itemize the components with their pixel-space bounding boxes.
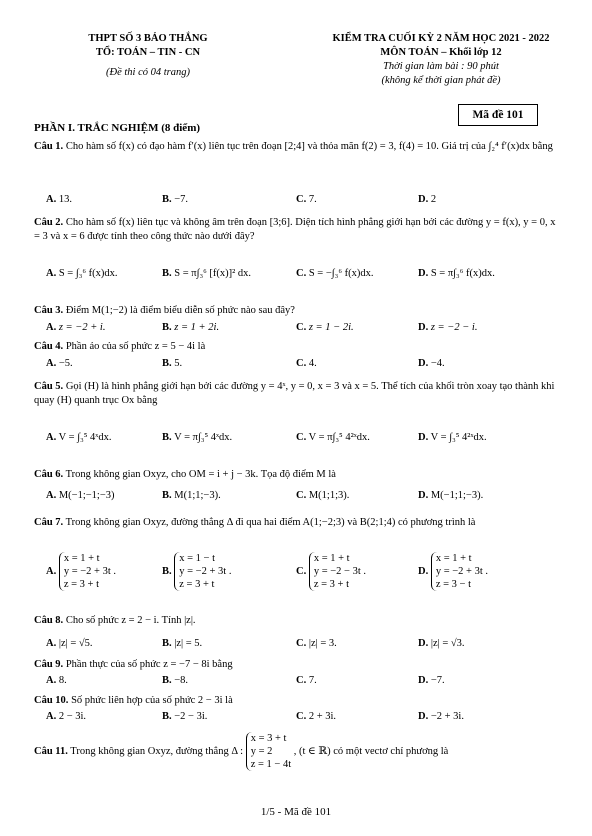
- question-5-options: [46, 432, 566, 448]
- option-b[interactable]: B. x = 1 − t y = −2 + 3t . z = 3 + t: [162, 553, 232, 590]
- question-1-options: [46, 194, 566, 210]
- option-c[interactable]: C. S = −∫₃⁶ f(x)dx.: [296, 268, 374, 279]
- option-d[interactable]: D. −4.: [418, 358, 445, 369]
- option-c[interactable]: C. 4.: [296, 358, 317, 369]
- option-a[interactable]: A. V = ∫₃⁵ 4ˣdx.: [46, 432, 112, 443]
- question-8-options: [46, 638, 566, 654]
- option-d[interactable]: D. M(−1;1;−3).: [418, 490, 484, 501]
- question-6: Câu 6. Trong không gian Oxyz, cho OM = i + j − 3k. Tọa độ điểm M là: [34, 469, 336, 480]
- question-5: Câu 5. Gọi (H) là hình phẳng giới hạn bởi các đường y = 4ˣ, y = 0, x = 3 và x = 5. Thể tích của khối tròn xoay tạo thành khi quay (H) quanh trục Ox bằng: [34, 381, 555, 406]
- option-c[interactable]: C. 7.: [296, 194, 317, 205]
- option-b[interactable]: B. −7.: [162, 194, 189, 205]
- option-c[interactable]: C. z = 1 − 2i.: [296, 322, 354, 333]
- question-10-options: [46, 711, 566, 727]
- question-4-options: [46, 358, 566, 374]
- option-a[interactable]: A. z = −2 + i.: [46, 322, 106, 333]
- department: TỔ: TOÁN – TIN - CN: [95, 47, 201, 58]
- option-b[interactable]: B. M(1;1;−3).: [162, 490, 221, 501]
- exam-code-box: Mã đề 101: [458, 104, 538, 126]
- question-2: Câu 2. Cho hàm số f(x) liên tục và không âm trên đoạn [3;6]. Diện tích hình phẳng giới hạn bởi các đường y = f(x), y = 0, x = 3 và x = 6 được tính theo công thức nào dưới đây?: [34, 217, 556, 242]
- header-right: [300, 32, 582, 88]
- question-text: Trong không gian Oxyz, cho OM = i + j − 3k. Tọa độ điểm M là: [65, 469, 336, 480]
- page-footer: 1/5 - Mã đề 101: [260, 806, 332, 818]
- option-b[interactable]: B. −8.: [162, 675, 189, 686]
- option-b[interactable]: B. −2 − 3i.: [162, 711, 208, 722]
- question-11: Câu 11. Trong không gian Oxyz, đường thẳng Δ : x = 3 + t y = 2 z = 1 − 4t , (t ∈ ℝ) có một vectơ chỉ phương là: [34, 733, 449, 770]
- option-b[interactable]: B. z = 1 + 2i.: [162, 322, 220, 333]
- question-text: Phần thực của số phức z = −7 − 8i bằng: [65, 659, 233, 670]
- option-d[interactable]: D. −2 + 3i.: [418, 711, 464, 722]
- option-a[interactable]: A. M(−1;−1;−3): [46, 490, 115, 501]
- question-8: Câu 8. Cho số phức z = 2 − i. Tính |z|.: [34, 615, 196, 626]
- time-limit: Thời gian làm bài : 90 phút: [383, 61, 499, 72]
- question-text: Số phức liên hợp của số phức 2 − 3i là: [71, 695, 233, 706]
- question-2-options: [46, 268, 566, 284]
- option-d[interactable]: D. S = π∫₃⁶ f(x)dx.: [418, 268, 495, 279]
- option-d[interactable]: D. |z| = √3.: [418, 638, 465, 649]
- option-a[interactable]: A. |z| = √5.: [46, 638, 93, 649]
- question-text: Cho số phức z = 2 − i. Tính |z|.: [65, 615, 196, 626]
- option-d[interactable]: D. V = ∫₃⁵ 4²ˣdx.: [418, 432, 487, 443]
- option-a[interactable]: A. 8.: [46, 675, 67, 686]
- option-a[interactable]: A. S = ∫₃⁶ f(x)dx.: [46, 268, 118, 279]
- question-text: Phần ảo của số phức z = 5 − 4i là: [65, 341, 206, 352]
- pages-note: (Đề thi có 04 trang): [106, 67, 190, 78]
- school-name: THPT SỐ 3 BẢO THẮNG: [88, 33, 208, 44]
- option-a[interactable]: A. −5.: [46, 358, 73, 369]
- time-note: (không kể thời gian phát đề): [381, 75, 501, 86]
- option-a[interactable]: A. 13.: [46, 194, 72, 205]
- question-7-options: [46, 552, 566, 604]
- option-c[interactable]: C. M(1;1;3).: [296, 490, 350, 501]
- question-9-options: [46, 675, 566, 691]
- header-left: [58, 32, 238, 80]
- option-c[interactable]: C. 2 + 3i.: [296, 711, 337, 722]
- option-b[interactable]: B. S = π∫₃⁶ [f(x)]² dx.: [162, 268, 252, 279]
- option-c[interactable]: C. V = π∫₃⁵ 4²ˣdx.: [296, 432, 370, 443]
- question-text: Trong không gian Oxyz, đường thẳng Δ đi qua hai điểm A(1;−2;3) và B(2;1;4) có phương trình là: [65, 517, 476, 528]
- equation-system: x = 1 − t y = −2 + 3t . z = 3 + t: [174, 552, 231, 591]
- option-b[interactable]: B. |z| = 5.: [162, 638, 203, 649]
- question-6-options: [46, 490, 566, 506]
- question-text: Cho hàm số f(x) liên tục và không âm trên đoạn [3;6]. Diện tích hình phẳng giới hạn bởi các đường y = f(x), y = 0, x = 3 và x = 6 được tính theo công thức nào dưới đây?: [34, 217, 556, 242]
- option-c[interactable]: C. 7.: [296, 675, 317, 686]
- option-d[interactable]: D. −7.: [418, 675, 445, 686]
- option-b[interactable]: B. 5.: [162, 358, 183, 369]
- question-3-options: [46, 322, 566, 338]
- exam-title: KIỂM TRA CUỐI KỲ 2 NĂM HỌC 2021 - 2022: [332, 33, 550, 44]
- question-text: Gọi (H) là hình phẳng giới hạn bởi các đường y = 4ˣ, y = 0, x = 3 và x = 5. Thể tích của khối tròn xoay tạo thành khi quay (H) quanh trục Ox bằng: [34, 381, 555, 406]
- part-heading: PHẦN I. TRẮC NGHIỆM (8 điểm): [34, 122, 201, 134]
- option-d[interactable]: D. x = 1 + t y = −2 + 3t . z = 3 − t: [418, 553, 489, 590]
- question-text-tail: , (t ∈ ℝ) có một vectơ chỉ phương là: [293, 745, 449, 757]
- equation-system: x = 1 + t y = −2 + 3t . z = 3 + t: [59, 552, 116, 591]
- equation-system: x = 3 + t y = 2 z = 1 − 4t: [246, 732, 291, 771]
- question-7: Câu 7. Trong không gian Oxyz, đường thẳng Δ đi qua hai điểm A(1;−2;3) và B(2;1;4) có phương trình là: [34, 517, 476, 528]
- equation-system: x = 1 + t y = −2 − 3t . z = 3 + t: [309, 552, 366, 591]
- option-b[interactable]: B. V = π∫₃⁵ 4ˣdx.: [162, 432, 233, 443]
- question-4: Câu 4. Phần ảo của số phức z = 5 − 4i là: [34, 341, 206, 352]
- question-3: Câu 3. Điểm M(1;−2) là điểm biểu diễn số phức nào sau đây?: [34, 305, 295, 316]
- option-a[interactable]: A. 2 − 3i.: [46, 711, 87, 722]
- question-text: Cho hàm số f(x) có đạo hàm f′(x) liên tục trên đoạn [2;4] và thỏa mãn f(2) = 3, f(4) = 10. Giá trị của ∫₂⁴ f′(x)dx bằng: [65, 141, 553, 152]
- question-1: Câu 1. Cho hàm số f(x) có đạo hàm f′(x) liên tục trên đoạn [2;4] và thỏa mãn f(2) = 3, f(4) = 10. Giá trị của ∫₂⁴ f′(x)dx bằng: [34, 141, 553, 152]
- equation-system: x = 1 + t y = −2 + 3t . z = 3 − t: [431, 552, 488, 591]
- option-c[interactable]: C. x = 1 + t y = −2 − 3t . z = 3 + t: [296, 553, 367, 590]
- option-c[interactable]: C. |z| = 3.: [296, 638, 337, 649]
- question-10: Câu 10. Số phức liên hợp của số phức 2 − 3i là: [34, 695, 233, 706]
- question-text: Điểm M(1;−2) là điểm biểu diễn số phức nào sau đây?: [65, 305, 295, 316]
- option-d[interactable]: D. z = −2 − i.: [418, 322, 478, 333]
- option-d[interactable]: D. 2: [418, 194, 437, 205]
- question-9: Câu 9. Phần thực của số phức z = −7 − 8i bằng: [34, 659, 233, 670]
- subject: MÔN TOÁN – Khối lớp 12: [380, 47, 502, 58]
- question-text: Trong không gian Oxyz, đường thẳng Δ :: [70, 745, 244, 757]
- option-a[interactable]: A. x = 1 + t y = −2 + 3t . z = 3 + t: [46, 553, 117, 590]
